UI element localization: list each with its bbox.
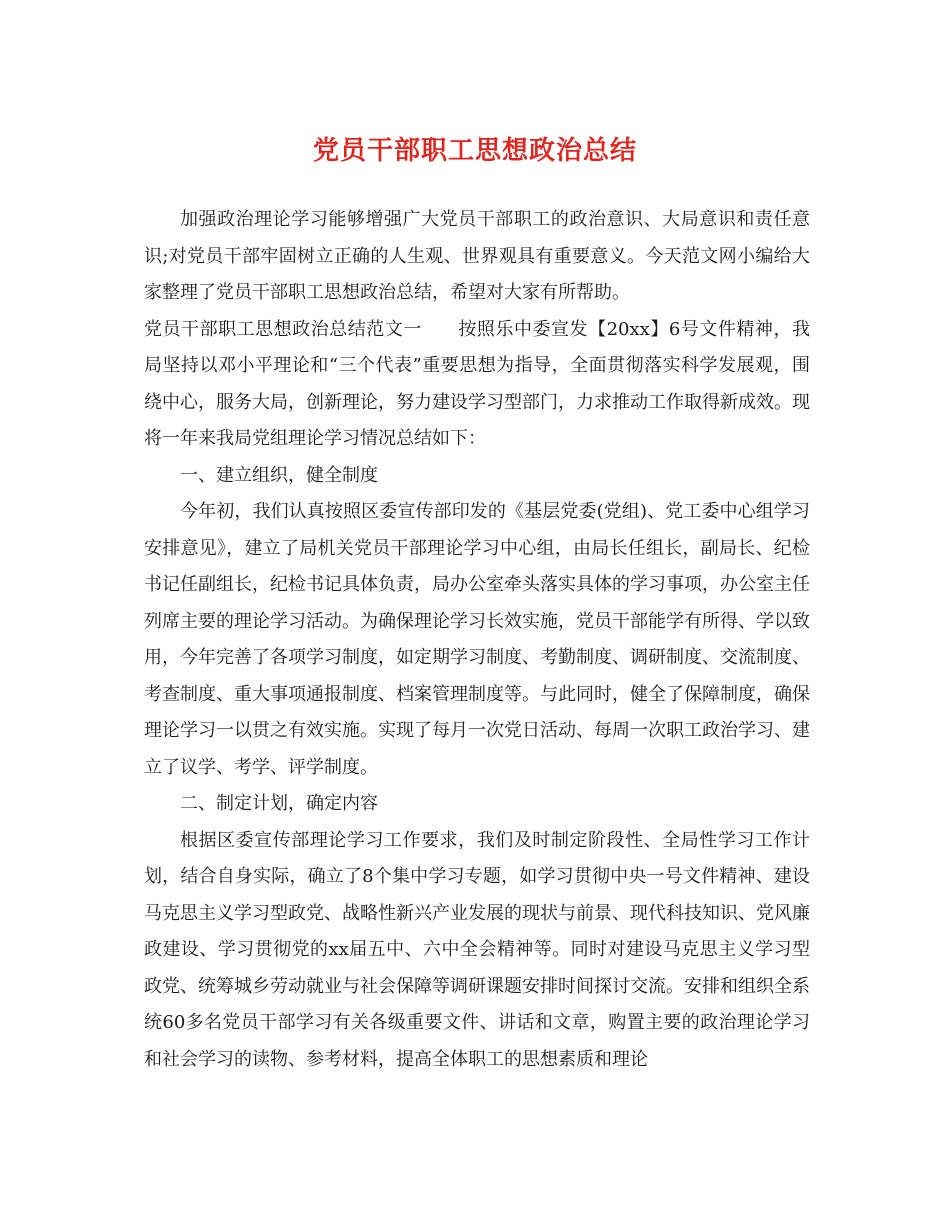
sample-opening: 按照乐中委宣发【20xx】6号文件精神，我局坚持以邓小平理论和“三个代表”重要思想为指导，全面贯彻落实科学发展观，围绕中心，服务大局，创新理论，努力建设学习型部门，力求推动工作取得新成效。现将一年来我局党组理论学习情况总结如下： (144, 318, 810, 449)
section-heading-1: 一、建立组织，健全制度 (180, 464, 378, 486)
section-body-2: 根据区委宣传部理论学习工作要求，我们及时制定阶段性、全局性学习工作计划，结合自身实际，确立了8个集中学习专题，如学习贯彻中央一号文件精神、建设马克思主义学习型政党、战略性新兴产业发展的现状与前景、现代科技知识、党风廉政建设、学习贯彻党的xx届五中、六中全会精神等。同时对建设马克思主义学习型政党、统筹城乡劳动就业与社会保障等调研课题安排时间探讨交流。安排和组织全系统60多名党员干部学习有关各级重要文件、讲话和文章，购置主要的政治理论学习和社会学习的读物、参考材料，提高全体职工的思想素质和理论 (144, 829, 810, 1070)
section-body-1: 今年初，我们认真按照区委宣传部印发的《基层党委(党组)、党工委中心组学习安排意见》，建立了局机关党员干部理论学习中心组，由局长任组长，副局长、纪检书记任副组长，纪检书记具体负责，局办公室牵头落实具体的学习事项，办公室主任列席主要的理论学习活动。为确保理论学习长效实施，党员干部能学有所得、学以致用，今年完善了各项学习制度，如定期学习制度、考勤制度、调研制度、交流制度、考查制度、重大事项通报制度、档案管理制度等。与此同时，健全了保障制度，确保理论学习一以贯之有效实施。实现了每月一次党日活动、每周一次职工政治学习、建立了议学、考学、评学制度。 (144, 501, 810, 778)
intro-paragraph: 加强政治理论学习能够增强广大党员干部职工的政治意识、大局意识和责任意识;对党员干部牢固树立正确的人生观、世界观具有重要意义。今天范文网小编给大家整理了党员干部职工思想政治总结，希望对大家有所帮助。 (144, 209, 810, 303)
document-title: 党员干部职工思想政治总结 (312, 136, 637, 166)
section-heading-2: 二、制定计划，确定内容 (180, 793, 378, 814)
sample-paragraph (144, 312, 810, 458)
document-body (144, 202, 810, 1078)
sample-label: 党员干部职工思想政治总结范文一 (144, 318, 422, 340)
